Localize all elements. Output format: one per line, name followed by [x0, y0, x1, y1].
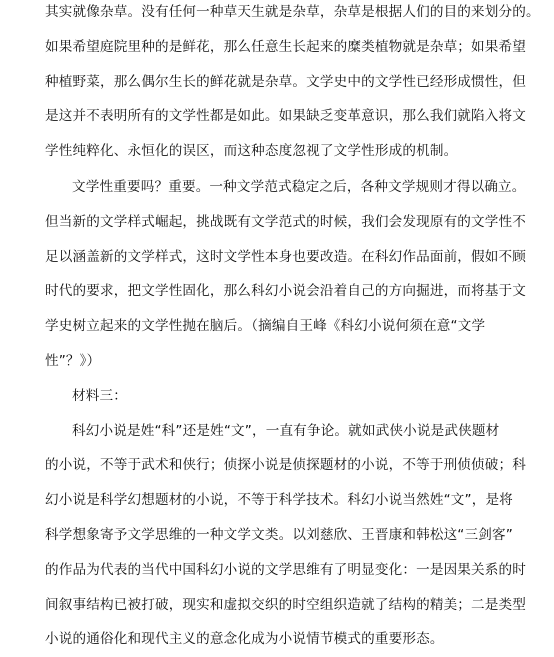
text-line: 足以涵盖新的文学样式，这时文学性本身也要改造。在科幻作品面前，假如不顾 — [45, 248, 527, 265]
text-line: 性”？》） — [45, 352, 101, 369]
text-line: 时代的要求，把文学性固化，那么科幻小说会沿着自己的方向掘进，而将基于文 — [45, 283, 527, 300]
text-line: 如果希望庭院里种的是鲜花，那么任意生长起来的糜类植物就是杂草；如果希望 — [45, 38, 527, 55]
text-line: 幻小说是科学幻想题材的小说，不等于科学技术。科幻小说当然姓“文”，是将 — [45, 492, 513, 509]
text-line: 是这并不表明所有的文学性都是如此。如果缺乏变革意识，那么我们就陷入将文 — [45, 108, 527, 125]
text-line: 的作品为代表的当代中国科幻小说的文学思维有了明显变化：一是因果关系的时 — [45, 561, 527, 578]
paragraph-start-line: 文学性重要吗？重要。一种文学范式稳定之后，各种文学规则才得以确立。 — [72, 178, 526, 195]
text-line: 种植野菜，那么偶尔生长的鲜花就是杂草。文学史中的文学性已经形成惯性，但 — [45, 73, 527, 90]
text-line: 但当新的文学样式崛起，挑战既有文学范式的时候，我们会发现原有的文学性不 — [45, 213, 527, 230]
text-line: 其实就像杂草。没有任何一种草天生就是杂草，杂草是根据人们的目的来划分的。 — [45, 4, 540, 20]
document-page — [45, 0, 540, 657]
text-line: 小说的通俗化和现代主义的意念化成为小说情节模式的重要形态。 — [45, 631, 444, 648]
text-line: 学性纯粹化、永恒化的误区，而这种态度忽视了文学性形成的机制。 — [45, 143, 458, 160]
text-line: 的小说，不等于武术和侠行；侦探小说是侦探题材的小说，不等于刑侦侦破；科 — [45, 457, 527, 474]
paragraph-start-line: 科幻小说是姓“科”还是姓“文”，一直有争论。就如武侠小说是武侠题材 — [72, 422, 500, 439]
text-line: 间叙事结构已被打破，现实和虚拟交织的时空组织造就了结构的精美；二是类型 — [45, 596, 527, 613]
section-heading: 材料三： — [72, 387, 127, 404]
text-line: 学史树立起来的文学性抛在脑后。（摘编自王峰《科幻小说何须在意“文学 — [45, 318, 486, 335]
text-line: 科学想象寄予文学思维的一种文学文类。以刘慈欣、王晋康和韩松这“三剑客” — [45, 526, 513, 543]
